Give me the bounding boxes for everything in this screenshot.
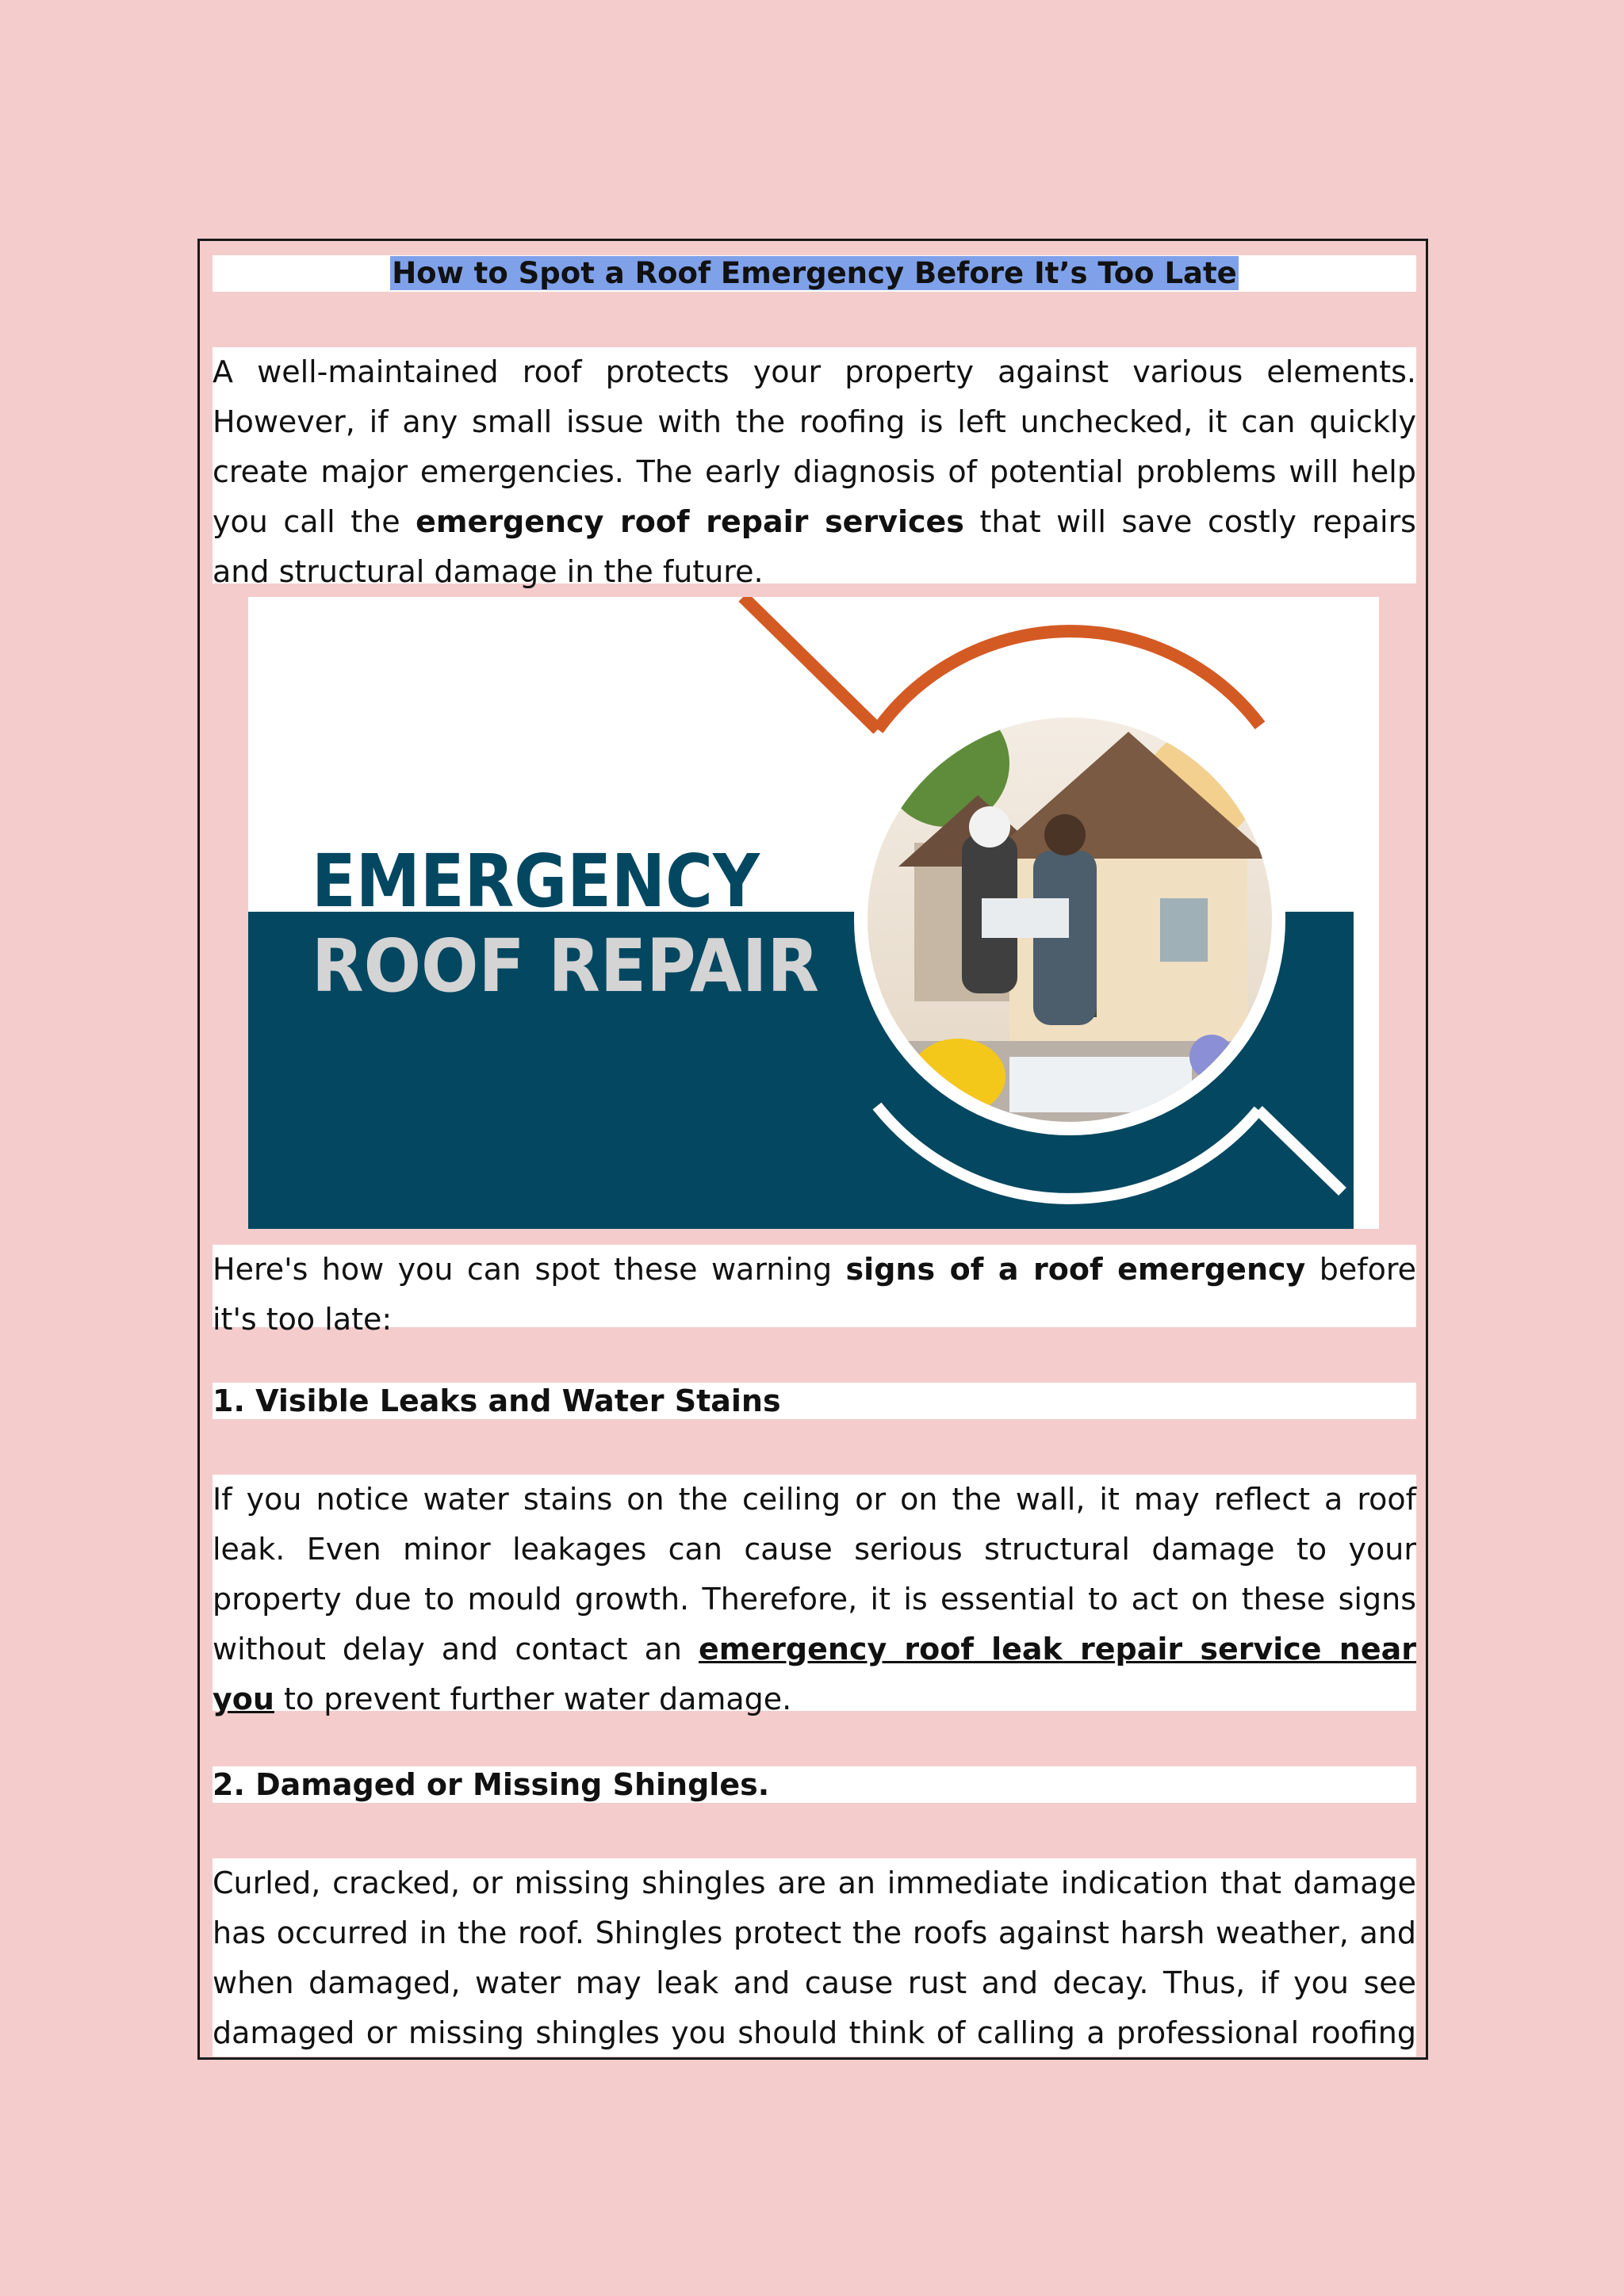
signs-intro-paragraph	[213, 1245, 1417, 1337]
emergency-roof-repair-banner	[248, 597, 1379, 1229]
banner-line2: ROOF REPAIR	[312, 924, 819, 1008]
intro-text: A well-maintained roof protects your property against various elements. However, if any small issue with the roofing is left unchecked, it can quickly create major emergencies. The early diagnosis of potential problems will help you call the	[213, 354, 1416, 539]
emergency-leak-repair-link[interactable]: emergency roof leak repair service near you	[213, 1632, 1416, 1716]
section1-text-end: to prevent further water damage.	[274, 1682, 792, 1716]
intro-text-end: that will save costly repairs and structural damage in the future.	[213, 504, 1416, 589]
page-title: How to Spot a Roof Emergency Before It’s Too Late	[392, 256, 1237, 290]
intro-bold: emergency roof repair services	[416, 504, 964, 539]
intro-paragraph	[213, 347, 1416, 589]
section1-paragraph	[213, 1475, 1416, 1716]
section1-text: If you notice water stains on the ceiling or on the wall, it may reflect a roof leak. Even minor leakages can cause serious structural damage to your property due to mould growth. Therefore, it is essential to act on these signs without delay and contact an	[213, 1482, 1416, 1667]
section2-paragraph: Curled, cracked, or missing shingles are an immediate indication that damage has occurred in the roof. Shingles protect the roofs against harsh weather, and when damaged, water may leak and cause rust and decay. Thus, if you see damaged or missing shingles you should think of calling a professional roofing	[213, 1858, 1416, 2057]
title-row	[213, 255, 1416, 292]
signs-intro-text-end: before it's too late:	[213, 1252, 1417, 1337]
signs-intro-bold: signs of a roof emergency	[845, 1252, 1306, 1287]
signs-intro-text: Here's how you can spot these warning	[213, 1252, 846, 1287]
banner-line1: EMERGENCY	[312, 839, 761, 924]
section1-heading: 1. Visible Leaks and Water Stains	[213, 1383, 1416, 1419]
section2-heading: 2. Damaged or Missing Shingles.	[213, 1766, 1416, 1803]
